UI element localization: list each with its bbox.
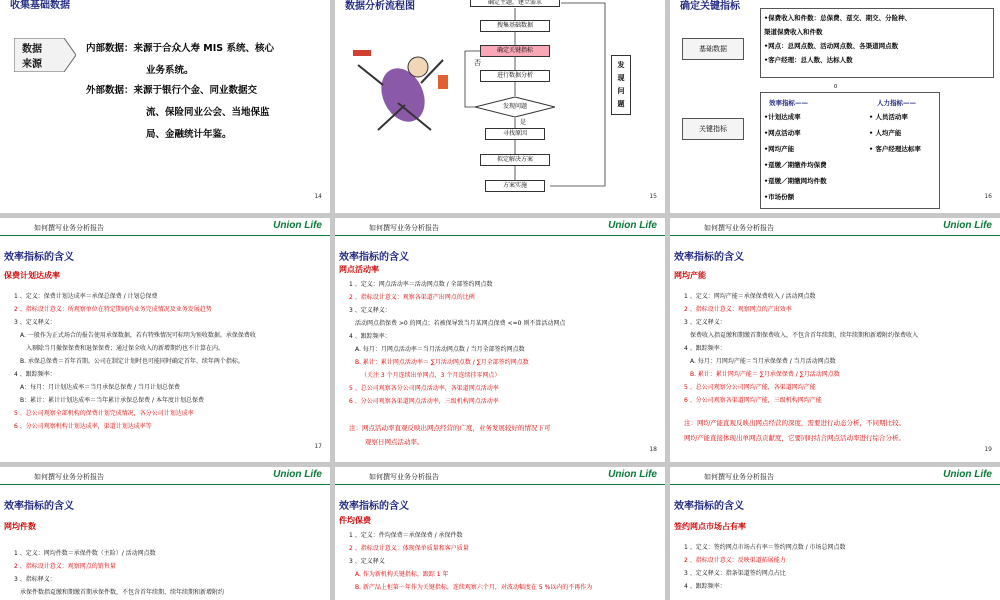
slide-15[interactable] <box>335 0 665 213</box>
slide-header <box>670 218 1000 236</box>
flow-step-find-cause: 寻找原因 <box>485 128 545 140</box>
slide-17[interactable] <box>0 218 330 462</box>
body-line: （关注 3 个月连续出单网点，3 个月连续挂零网点） <box>361 372 501 379</box>
body-line: A. 每月：月网均产能＝当月承保保费 / 当月活动网点数 <box>690 358 836 365</box>
slide-title: 效率指标的含义 <box>339 501 409 512</box>
header-title: 如何撰写业务分析报告 <box>369 224 439 232</box>
data-source-arrow <box>14 38 76 72</box>
perf-header: 效率指标—— <box>769 99 808 107</box>
slide-body <box>14 547 322 599</box>
header-divider <box>335 484 665 485</box>
external-data-line-1: 外部数据：来源于银行个金、同业数据交 <box>86 85 258 96</box>
slide-subtitle: 网点活动率 <box>339 265 379 274</box>
slide-subtitle: 保费计划达成率 <box>4 271 60 280</box>
union-life-logo: Union Life <box>273 220 322 231</box>
slide-body <box>14 290 322 433</box>
header-title: 如何撰写业务分析报告 <box>34 473 104 481</box>
slide-body <box>684 290 992 407</box>
note-line-2: 网均产能直接体现出单网点贡献度，它要同时结合网点活动率进行综合分析。 <box>684 434 905 442</box>
source-label-1: 数据 <box>22 44 42 55</box>
internal-data-line-1: 内部数据：来源于合众人寿 MIS 系统、核心 <box>86 43 274 54</box>
zero-mark: 0 <box>834 84 838 90</box>
header-divider <box>335 235 665 236</box>
body-line: 4 、跟踪频率： <box>14 371 56 378</box>
body-line: 4 、跟踪频率： <box>684 583 726 590</box>
slide-subtitle: 签约网点市场占有率 <box>674 522 746 531</box>
slide-body <box>349 529 657 594</box>
page-number: 17 <box>314 443 322 450</box>
slide-21[interactable] <box>335 467 665 600</box>
flow-step-implement: 方案实施 <box>485 180 545 192</box>
flow-step-define-topic: 确定主题，建立需求 <box>470 0 560 7</box>
body-line: B. 新产品上柜第一年作为关键指标，连续观察六个月，对波动幅度在 5 %以内的不再作为 <box>355 584 593 591</box>
slide-title: 效率指标的含义 <box>674 252 744 263</box>
flow-step-analysis: 进行数据分析 <box>480 70 550 82</box>
body-line: 2 、指标设计意义：观察网点的产出效率 <box>684 306 792 313</box>
body-line: 4 、跟踪频率： <box>684 345 726 352</box>
slide-19[interactable] <box>670 218 1000 462</box>
body-line: B. 承保总保费＝首年首期。公司在制定计划时也可能同时确定首年、续年两个指标。 <box>20 358 244 365</box>
body-line: 5 、总公司观察分公司网均产能，各渠道网均产能 <box>684 384 816 391</box>
body-line: A. 一般作为正式场合的报告使用承保数据，若有特殊情况可标明为预收数据。承保保费收 <box>20 332 256 339</box>
flow-step-collect-data: 搜集基础数据 <box>480 20 550 32</box>
header-title: 如何撰写业务分析报告 <box>704 224 774 232</box>
body-line: 3 、定义释义：指条渠道签约网点占比 <box>684 570 786 577</box>
header-title: 如何撰写业务分析报告 <box>704 473 774 481</box>
no-label: 否 <box>474 59 481 67</box>
key-indicator-label: 关键指标 <box>682 118 744 140</box>
note-line-1: 注：网均产能直观反映出网点经营的深度，需要进行动态分析，不同期比较。 <box>684 419 905 427</box>
header-divider <box>670 235 1000 236</box>
body-line: 5 、总公司观察各分公司网点活动率，各渠道网点活动率 <box>349 385 499 392</box>
source-label-2: 来源 <box>22 59 42 70</box>
body-line: 保费收入指趸缴和期缴首期保费收入，不包含首年续期、续年续期和新增附约保费收入 <box>690 332 919 339</box>
slide-title: 效率指标的含义 <box>4 252 74 263</box>
page-number: 18 <box>649 446 657 453</box>
header-divider <box>0 484 330 485</box>
union-life-logo: Union Life <box>943 469 992 480</box>
slide-22[interactable] <box>670 467 1000 600</box>
body-line: 5 、总公司观察全部机构的保费计划完成情况，各分公司计划达成率 <box>14 410 194 417</box>
body-line: B：累计：累计计划达成率＝当年累计承保总保费 / 本年度计划总保费 <box>20 397 204 404</box>
body-line: 6 、分公司观察各渠道网均产能，三级机构网均产能 <box>684 397 822 404</box>
body-line: 1 、定义：网点活动率＝活动网点数 / 全部签约网点数 <box>349 281 493 288</box>
yes-label: 是 <box>520 119 527 126</box>
hr-header: 人力指标—— <box>877 99 916 107</box>
union-life-logo: Union Life <box>273 469 322 480</box>
slide-title: 效率指标的含义 <box>674 501 744 512</box>
body-line: 2 、指标设计意义：所观察单位在特定期间内业务完成情况及业务发展趋势 <box>14 306 212 313</box>
body-line: A：每月：月计划达成率＝当月承保总保费 / 当月计划总保费 <box>20 384 180 391</box>
flow-step-key-indicators: 确定关键指标 <box>480 45 550 57</box>
slide-subtitle: 网均产能 <box>674 271 706 280</box>
body-line: 2 、指标设计意义：体现保单质量和客户质量 <box>349 545 469 552</box>
body-line: 活动网点指保费 >0 的网点；若被保导致当月某网点保费 <=0 则不算活动网点 <box>355 320 566 327</box>
union-life-logo: Union Life <box>608 220 657 231</box>
slide-title: 数据分析流程图 <box>345 1 415 12</box>
slide-14[interactable] <box>0 0 330 213</box>
external-data-line-2: 流、保险同业公会、当地保监 <box>146 107 270 118</box>
note-line-2: 观察日网点活动率。 <box>365 438 424 446</box>
page-number: 19 <box>984 446 992 453</box>
slide-header <box>0 218 330 236</box>
body-line: B. 累计：累计网均产能＝ ∑月承保保费 / ∑月活动网点数 <box>690 371 840 378</box>
slide-body <box>349 278 657 408</box>
slide-header <box>335 218 665 236</box>
body-line: 6 、分公司观察各渠道网点活动率，三级机构网点活动率 <box>349 398 499 405</box>
header-divider <box>670 484 1000 485</box>
note-line-1: 注：网点活动率直观反映出网点经营的广度，业务发展较好的情况下可 <box>349 424 551 432</box>
body-line: A. 作为新机构关键指标，跟踪 1 年 <box>355 571 449 578</box>
body-line: 3 、定义释义： <box>349 307 391 314</box>
body-line: 1 、定义：保费计划达成率＝承保总保费 / 计划总保费 <box>14 293 158 300</box>
header-title: 如何撰写业务分析报告 <box>369 473 439 481</box>
union-life-logo: Union Life <box>943 220 992 231</box>
page-number: 16 <box>984 193 992 200</box>
header-title: 如何撰写业务分析报告 <box>34 224 104 232</box>
slide-20[interactable] <box>0 467 330 600</box>
slide-subtitle: 网均件数 <box>4 522 36 531</box>
body-line: A. 每月：月网点活动率＝当月活动网点数 / 当月全部签约网点数 <box>355 346 525 353</box>
body-line: 入剔除当月撤保保费和退保保费；通过保全收入的新增期约也不计算在内。 <box>26 345 225 352</box>
body-line: 6 、分公司观察机构计划达成率，渠道计划达成率等 <box>14 423 152 430</box>
slide-title: 效率指标的含义 <box>4 501 74 512</box>
flow-step-plan-solution: 拟定解决方案 <box>480 154 550 166</box>
slide-18[interactable] <box>335 218 665 462</box>
slide-subtitle: 件均保费 <box>339 516 371 525</box>
basic-data-label: 基础数据 <box>682 38 744 60</box>
side-box-find-issue: 发 现 问 题 <box>611 55 631 115</box>
page-number: 14 <box>314 193 322 200</box>
basic-data-box: •保费收入和件数：总保费、趸交、期交、分险种、 渠道保费收入和件数 •网点：总网点数、活动网点数、各渠道网点数 •客户经理：总人数、达标人数 <box>760 8 994 78</box>
slide-title: 收集基础数据 <box>10 0 70 11</box>
slide-header <box>0 467 330 485</box>
body-line: 1 、定义：件均保费＝承保保费 / 承保件数 <box>349 532 463 539</box>
body-line: 4 、跟踪频率： <box>349 333 391 340</box>
body-line: 2 、指标设计意义：观察网点的销售量 <box>14 563 116 570</box>
body-line: 承保件数指趸缴和期缴首期承保件数，不包含首年续期、续年续期和新增附约 <box>20 589 225 596</box>
external-data-line-3: 局、金融统计年鉴。 <box>146 129 232 140</box>
internal-data-line-2: 业务系统。 <box>146 65 194 76</box>
body-line: 3 、定义释义： <box>14 319 56 326</box>
body-line: 2 、指标设计意义：反映渠道拓展能力 <box>684 557 786 564</box>
slide-header <box>335 467 665 485</box>
body-line: 1 、定义：网均件数＝承保件数（主险）/ 活动网点数 <box>14 550 156 557</box>
body-line: 2 、指标设计意义：观察各渠道产出网点的比例 <box>349 294 475 301</box>
slide-header <box>670 467 1000 485</box>
slide-body <box>684 541 992 593</box>
body-line: 1 、定义：网均产能＝承保保费收入 / 活动网点数 <box>684 293 816 300</box>
body-line: 3 、定义释义： <box>684 319 726 326</box>
body-line: B. 累计：累计网点活动率＝ ∑月活动网点数 / ∑月全部签约网点数 <box>355 359 529 366</box>
body-line: 3 、定义释义 <box>349 558 385 565</box>
body-line: 3 、指标释义： <box>14 576 56 583</box>
header-divider <box>0 235 330 236</box>
union-life-logo: Union Life <box>608 469 657 480</box>
key-indicator-box: 效率指标—— •计划达成率 •网点活动率 •网均产能 •趸缴／期缴件均保费 •趸缴／期缴网均件数 •市场份额 人力指标—— • 人员活动率 • 人均产能 • 客户经理达标率 <box>760 92 940 209</box>
slide-title: 效率指标的含义 <box>339 252 409 263</box>
body-line: 1 、定义：签约网点市场占有率＝签约网点数 / 市场总网点数 <box>684 544 846 551</box>
slide-title: 确定关键指标 <box>680 1 740 12</box>
flow-step-find-issue: 发现问题 <box>502 103 527 110</box>
page-number: 15 <box>649 193 657 200</box>
figure-illustration-icon <box>343 45 453 135</box>
slide-16[interactable] <box>670 0 1000 213</box>
